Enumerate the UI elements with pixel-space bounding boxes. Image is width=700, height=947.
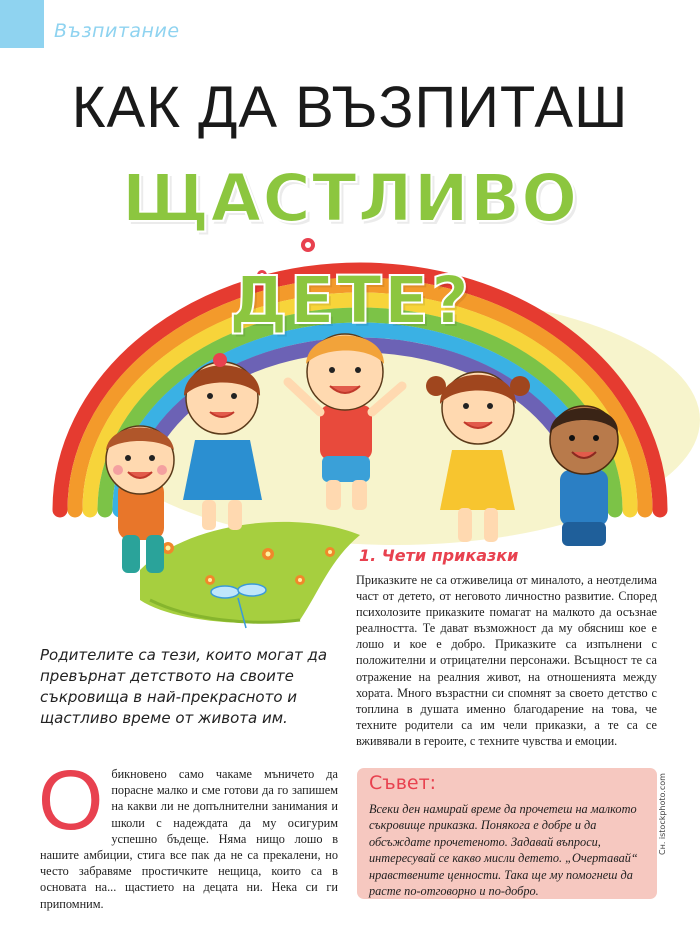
title-line-3: ДЕТЕ?	[228, 262, 472, 339]
section-heading: 1. Чети приказки	[357, 546, 524, 565]
intro-paragraph	[38, 753, 338, 912]
title-line-1: КАК ДА ВЪЗПИТАШ	[71, 75, 629, 140]
section-tab	[0, 0, 44, 48]
intro-text: бикновено само чакаме мъничето да порасне малко и сме готови да го запишем на какви ли не допълнителни занимания и школи с надеждата да му осигурим успешно бъдеще. Няма нищо лошо в нашите амбиции, стига все пак да не са прекалени, но често забравяме простичките нещица, които са в основата на... щастието на децата ни. Нека си ги припомним.	[40, 767, 338, 911]
photo-credit: Сн. istockphoto.com	[658, 773, 667, 855]
section-body: Приказките не са отживелица от миналото, а неотделима част от детето, от неговото личностно развитие. Според психолозите приказките помагат на малкото да осъзнае реалността. Те дават възможност да му обясниш кое е лошо и кое е добро. Приказките са изпълнени с положителни и отрицателни персонажи. Всъщност те са отражение на реалния живот, на отношенията между хората. Много възрастни си спомнят за своето детство с топлина в душата именно благодарение на това, че техните родители са им чели приказки, а те са се вживявали в героите, с техните чувства и емоции.	[356, 573, 657, 748]
drop-cap: О	[38, 753, 104, 847]
title-line-2: ЩАСТЛИВО	[121, 160, 579, 237]
lead-paragraph: Родителите са тези, които могат да превърнат детството на своите съкровища в най-прекрасното и щастливо време от живота им.	[40, 646, 328, 727]
section-name: Възпитание	[54, 20, 180, 42]
tip-title: Съвет:	[369, 772, 437, 794]
tip-text: Всеки ден намирай време да прочетеш на малкото съкровище приказка. Понякога е добре и да обсъждате прочетеното. Задавай въпроси, интересувай се какво мисли детето. „Очертавай“ нравствените ценности. Така ще му помогнеш да расте по-отговорно и по-добро.	[369, 802, 638, 899]
tip-box	[357, 768, 657, 899]
